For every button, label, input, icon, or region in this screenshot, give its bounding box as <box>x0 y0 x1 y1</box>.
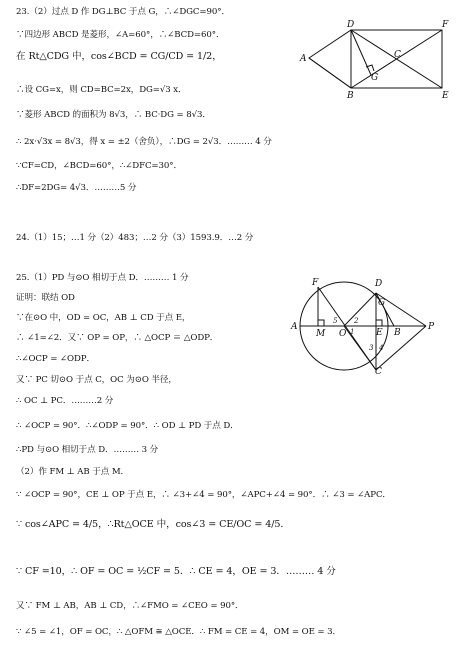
label-G: G <box>371 73 379 83</box>
label-B: B <box>347 91 354 100</box>
q25-line-4: ∴ ∠1=∠2．又∵ OP = OP，∴ △OCP ≅ △ODP． <box>16 333 219 343</box>
label-F: F <box>442 20 449 30</box>
q25-line-6: 又∵ PC 切⊙O 于点 C，OC 为⊙O 半径， <box>16 375 177 385</box>
q25-line-12: ∵ cos∠APC = 4/5，∴Rt△OCE 中，cos∠3 = CE/OC = 4/5． <box>16 519 290 530</box>
q25-line-13: ∵ CF =10，∴ OF = OC = ½CF = 5．∴ CE = 4，OE = 3．……… 4 分 <box>16 566 336 577</box>
label-A: A <box>300 54 307 64</box>
fig2-label-P: P <box>428 322 435 332</box>
fig2-angle-5: 5 <box>333 317 338 325</box>
rhombus-figure <box>292 20 452 100</box>
q23-line-1: 23.（2）过点 D 作 DG⊥BC 于点 G，∴∠DGC=90°． <box>16 7 230 17</box>
label-C: C <box>394 50 401 60</box>
fig2-label-A: A <box>291 322 298 332</box>
fig2-angle-4: 4 <box>379 344 384 352</box>
fig2-label-G: G <box>378 298 386 308</box>
q25-line-1: 25.（1）PD 与⊙O 相切于点 D．……… 1 分 <box>16 273 189 283</box>
q25-line-9: ∴PD 与⊙O 相切于点 D．……… 3 分 <box>16 445 159 455</box>
q25-line-5: ∴∠OCP = ∠ODP． <box>16 354 95 364</box>
fig2-label-D: D <box>375 279 383 289</box>
q23-line-8: ∴DF=2DG= 4√3．………5 分 <box>16 183 137 193</box>
fig2-angle-1: 1 <box>350 328 355 336</box>
label-D: D <box>347 20 355 30</box>
fig2-label-F: F <box>312 278 319 288</box>
fig2-label-O: O <box>339 329 347 339</box>
fig2-angle-2: 2 <box>354 317 359 325</box>
q25-line-8: ∴ ∠OCP = 90°．∴∠ODP = 90°．∴ OD ⊥ PD 于点 D． <box>16 421 239 431</box>
fig2-label-C: C <box>375 367 382 375</box>
q23-line-5: ∵菱形 ABCD 的面积为 8√3，∴ BC·DG = 8√3． <box>16 110 211 120</box>
q25-line-10: （2）作 FM ⊥ AB 于点 M． <box>16 467 130 477</box>
q23-line-6: ∴ 2x·√3x = 8√3，得 x = ±2（舍负），∴DG = 2√3．……… 4 分 <box>16 137 272 147</box>
q23-line-3: 在 Rt△CDG 中，cos∠BCD = CG/CD = 1/2， <box>16 51 222 62</box>
q25-line-7: ∴ OC ⊥ PC．………2 分 <box>16 396 114 406</box>
q23-line-7: ∵CF=CD，∠BCD=60°，∴∠DFC=30°． <box>16 161 182 171</box>
fig2-label-E: E <box>376 328 383 338</box>
q25-line-11: ∵ ∠OCP = 90°，CE ⊥ OP 于点 E，∴ ∠3+∠4 = 90°，∠APC+∠4 = 90°．∴ ∠3 = ∠APC． <box>16 490 391 500</box>
label-E: E <box>442 91 449 100</box>
q25-line-14: 又∵ FM ⊥ AB，AB ⊥ CD，∴∠FMO = ∠CEO = 90°． <box>16 601 244 611</box>
q25-line-3: ∵在⊙O 中，OD = OC，AB ⊥ CD 于点 E， <box>16 313 191 323</box>
q25-line-2: 证明：联结 OD <box>16 293 75 303</box>
q23-line-4: ∴设 CG=x，则 CD=BC=2x，DG=√3 x． <box>16 85 187 95</box>
fig2-label-M: M <box>316 329 326 339</box>
circle-figure <box>290 275 440 375</box>
q24-line: 24.（1）15；…1 分（2）483；…2 分（3）1593.9．…2 分 <box>16 233 254 243</box>
fig2-label-B: B <box>394 328 401 338</box>
fig2-angle-3: 3 <box>369 344 374 352</box>
q23-line-2: ∵四边形 ABCD 是菱形，∠A=60°，∴∠BCD=60°． <box>16 30 225 40</box>
q25-line-15: ∵ ∠5 = ∠1，OF = OC，∴ △OFM ≅ △OCE．∴ FM = CE = 4，OM = OE = 3． <box>16 627 342 637</box>
